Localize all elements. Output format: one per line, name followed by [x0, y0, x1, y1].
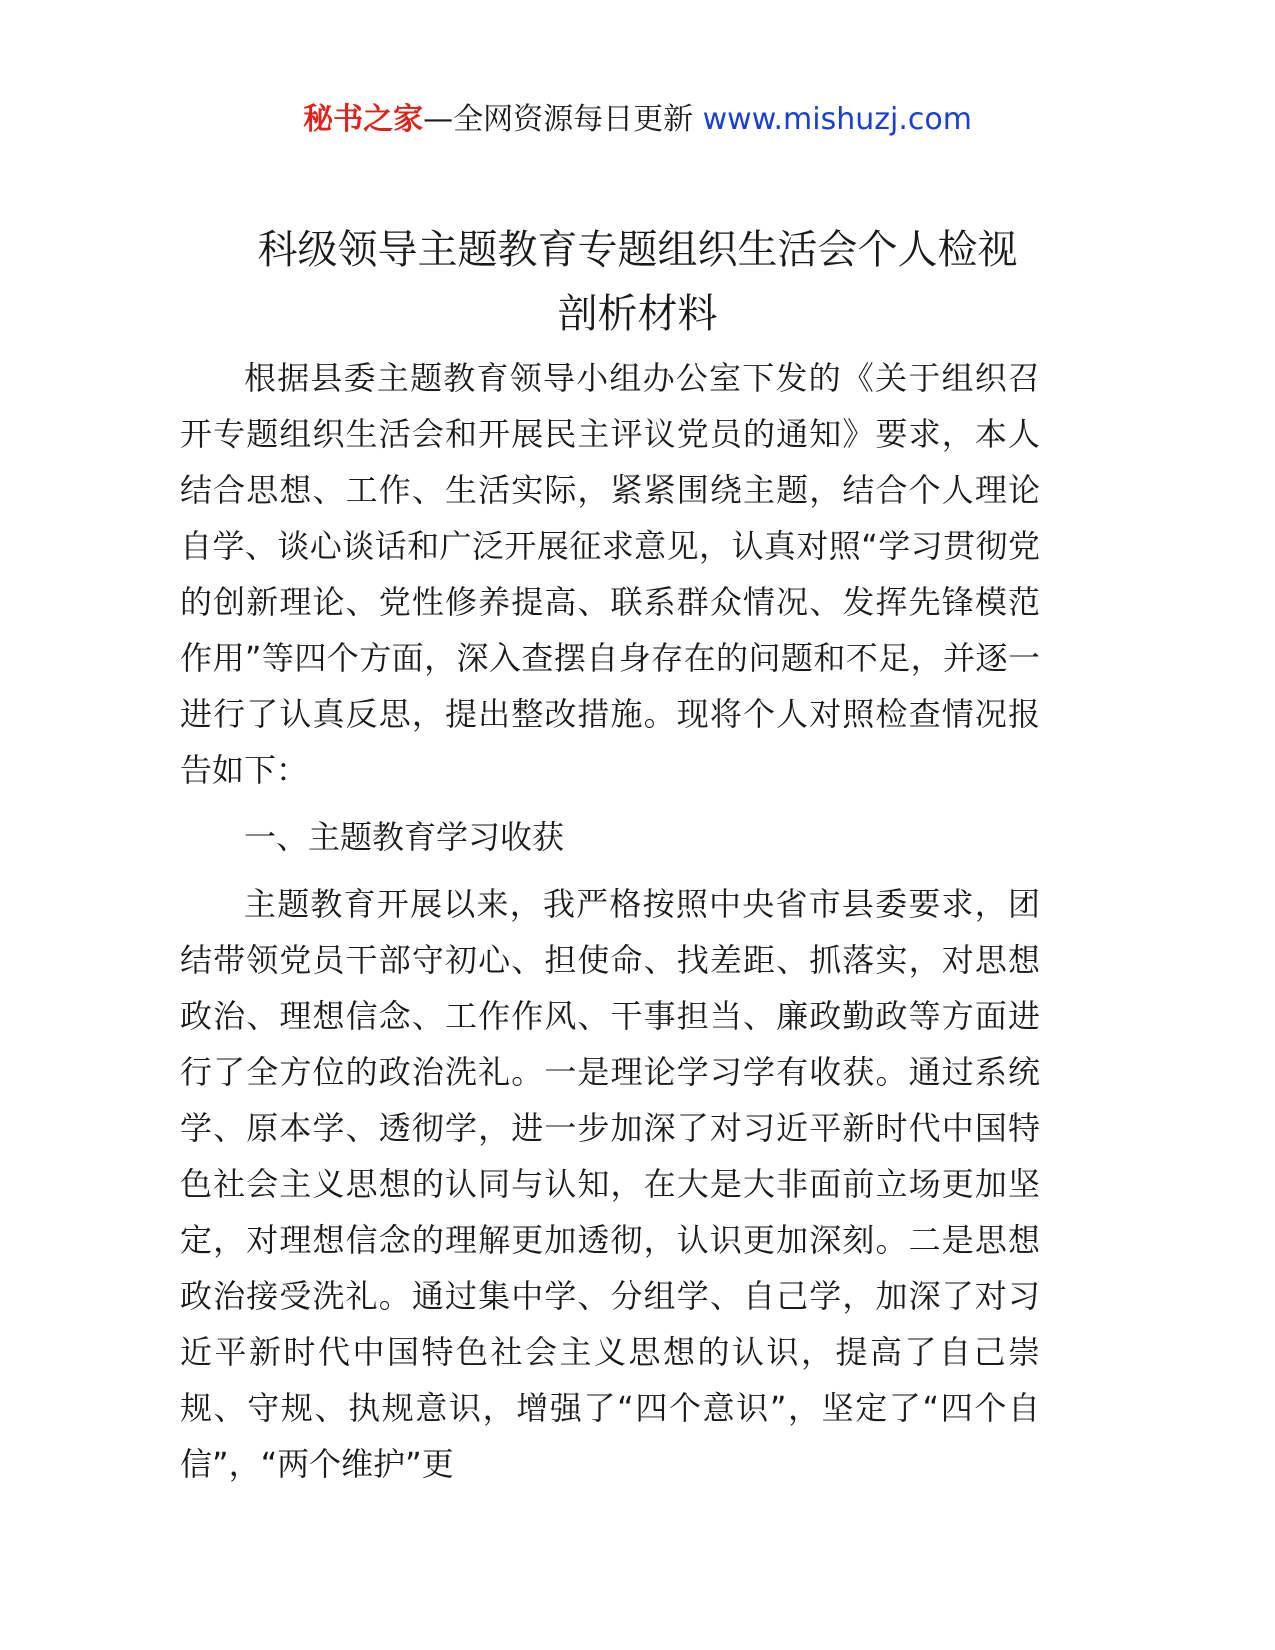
section-heading: 一、主题教育学习收获 — [244, 818, 565, 856]
document-title — [180, 218, 1095, 346]
paragraph-learning-gains: 主题教育开展以来，我严格按照中央省市县委要求，团结带领党员干部守初心、担使命、找差距、抓落实，对思想政治、理想信念、工作作风、干事担当、廉政勤政等方面进行了全方位的政治洗礼。一是理论学习学有收获。通过系统学、原本学、透彻学，进一步加深了对习近平新时代中国特色社会主义思想的认同与认知，在大是大非面前立场更加坚定，对理想信念的理解更加透彻，认识更加深刻。二是思想政治接受洗礼。通过集中学、分组学、自己学，加深了对习近平新时代中国特色社会主义思想的认识，提高了自己崇规、守规、执规意识，增强了“四个意识”，坚定了“四个自信”，“两个维护”更 — [180, 885, 1040, 1483]
paragraph-intro: 根据县委主题教育领导小组办公室下发的《关于组织召开专题组织生活会和开展民主评议党员的通知》要求，本人结合思想、工作、生活实际，紧紧围绕主题，结合个人理论自学、谈心谈话和广泛开展征求意见，认真对照“学习贯彻党的创新理论、党性修养提高、联系群众情况、发挥先锋模范作用”等四个方面，深入查摆自身存在的问题和不足，并逐一进行了认真反思，提出整改措施。现将个人对照检查情况报告如下： — [180, 359, 1040, 789]
site-url-link[interactable]: www.mishuzj.com — [702, 102, 972, 137]
brand-name: 秘书之家 — [303, 102, 424, 137]
header-slogan: —全网资源每日更新 — [423, 102, 694, 137]
title-line-1: 科级领导主题教育专题组织生活会个人检视 — [257, 227, 1018, 273]
site-header — [0, 100, 1275, 140]
title-line-2: 剖析材料 — [557, 291, 718, 337]
document-body — [180, 350, 1040, 1503]
